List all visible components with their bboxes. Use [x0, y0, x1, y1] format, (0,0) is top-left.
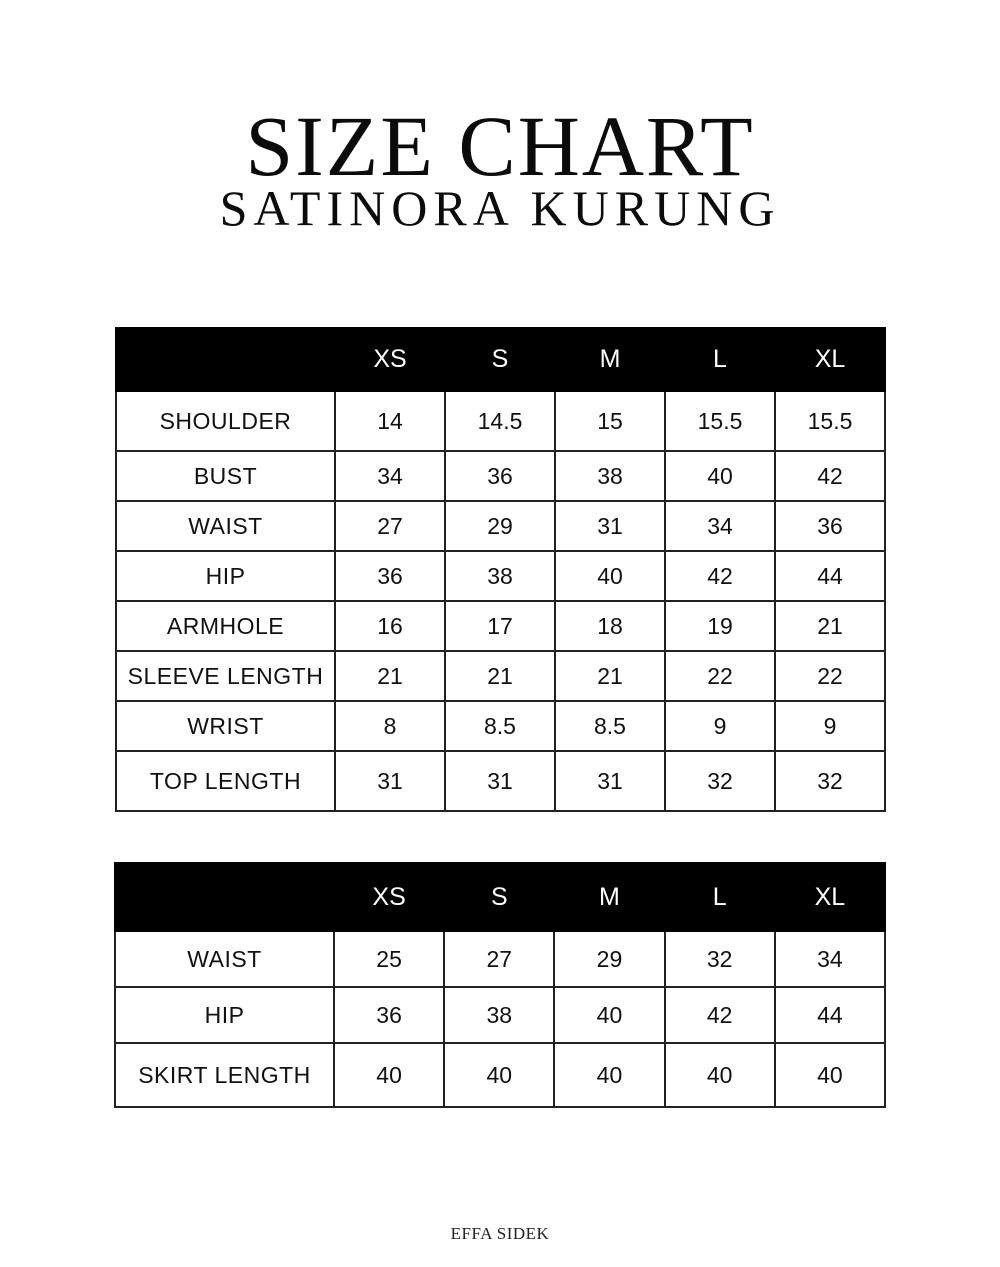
top-size-table [115, 327, 886, 812]
measurement-label: HIP [116, 551, 335, 601]
measurement-value: 19 [665, 601, 775, 651]
measurement-value: 31 [445, 751, 555, 811]
measurement-value: 29 [445, 501, 555, 551]
measurement-label: SLEEVE LENGTH [116, 651, 335, 701]
table-header-row [115, 863, 885, 931]
measurement-value: 9 [665, 701, 775, 751]
measurement-value: 40 [554, 987, 664, 1043]
size-header-m: M [554, 863, 664, 931]
measurement-value: 21 [335, 651, 445, 701]
measurement-value: 42 [665, 551, 775, 601]
table-row [115, 987, 885, 1043]
measurement-value: 15.5 [665, 391, 775, 451]
size-header-s: S [445, 328, 555, 391]
size-header-xl: XL [775, 863, 885, 931]
corner-cell [115, 863, 334, 931]
measurement-value: 21 [445, 651, 555, 701]
measurement-value: 31 [335, 751, 445, 811]
size-header-xs: XS [334, 863, 444, 931]
table-row [116, 391, 885, 451]
measurement-value: 29 [554, 931, 664, 987]
measurement-value: 8.5 [445, 701, 555, 751]
measurement-label: BUST [116, 451, 335, 501]
measurement-label: ARMHOLE [116, 601, 335, 651]
measurement-value: 38 [445, 551, 555, 601]
measurement-value: 40 [775, 1043, 885, 1107]
measurement-label: SKIRT LENGTH [115, 1043, 334, 1107]
table-header-row [116, 328, 885, 391]
measurement-label: WAIST [115, 931, 334, 987]
size-header-xl: XL [775, 328, 885, 391]
measurement-value: 8 [335, 701, 445, 751]
page-title: SIZE CHART [245, 98, 755, 194]
measurement-value: 34 [775, 931, 885, 987]
measurement-value: 18 [555, 601, 665, 651]
measurement-label: WRIST [116, 701, 335, 751]
measurement-value: 40 [444, 1043, 554, 1107]
measurement-value: 32 [665, 751, 775, 811]
measurement-label: SHOULDER [116, 391, 335, 451]
measurement-value: 17 [445, 601, 555, 651]
measurement-value: 40 [665, 1043, 775, 1107]
measurement-value: 42 [775, 451, 885, 501]
measurement-label: HIP [115, 987, 334, 1043]
measurement-value: 31 [555, 751, 665, 811]
table-row [116, 501, 885, 551]
bottom-size-table [114, 862, 886, 1108]
table-row [116, 751, 885, 811]
measurement-value: 22 [665, 651, 775, 701]
measurement-value: 36 [775, 501, 885, 551]
measurement-value: 34 [335, 451, 445, 501]
measurement-value: 16 [335, 601, 445, 651]
corner-cell [116, 328, 335, 391]
measurement-value: 44 [775, 551, 885, 601]
table-row [116, 451, 885, 501]
size-header-xs: XS [335, 328, 445, 391]
table-row [116, 601, 885, 651]
measurement-value: 21 [775, 601, 885, 651]
measurement-value: 40 [665, 451, 775, 501]
measurement-label: TOP LENGTH [116, 751, 335, 811]
brand-footer: EFFA SIDEK [450, 1224, 550, 1243]
measurement-value: 9 [775, 701, 885, 751]
table-row [115, 1043, 885, 1107]
measurement-value: 34 [665, 501, 775, 551]
size-header-l: L [665, 863, 775, 931]
measurement-value: 38 [444, 987, 554, 1043]
measurement-label: WAIST [116, 501, 335, 551]
measurement-value: 36 [445, 451, 555, 501]
table-row [115, 931, 885, 987]
measurement-value: 15.5 [775, 391, 885, 451]
measurement-value: 27 [335, 501, 445, 551]
measurement-value: 38 [555, 451, 665, 501]
measurement-value: 40 [334, 1043, 444, 1107]
table-row [116, 701, 885, 751]
measurement-value: 14 [335, 391, 445, 451]
measurement-value: 15 [555, 391, 665, 451]
size-header-l: L [665, 328, 775, 391]
measurement-value: 21 [555, 651, 665, 701]
size-header-s: S [444, 863, 554, 931]
measurement-value: 25 [334, 931, 444, 987]
measurement-value: 32 [775, 751, 885, 811]
table-row [116, 551, 885, 601]
measurement-value: 14.5 [445, 391, 555, 451]
measurement-value: 40 [554, 1043, 664, 1107]
measurement-value: 31 [555, 501, 665, 551]
measurement-value: 8.5 [555, 701, 665, 751]
table-row [116, 651, 885, 701]
measurement-value: 36 [334, 987, 444, 1043]
size-header-m: M [555, 328, 665, 391]
measurement-value: 44 [775, 987, 885, 1043]
measurement-value: 32 [665, 931, 775, 987]
measurement-value: 27 [444, 931, 554, 987]
measurement-value: 36 [335, 551, 445, 601]
measurement-value: 22 [775, 651, 885, 701]
measurement-value: 40 [555, 551, 665, 601]
measurement-value: 42 [665, 987, 775, 1043]
product-subtitle: SATINORA KURUNG [219, 180, 781, 236]
